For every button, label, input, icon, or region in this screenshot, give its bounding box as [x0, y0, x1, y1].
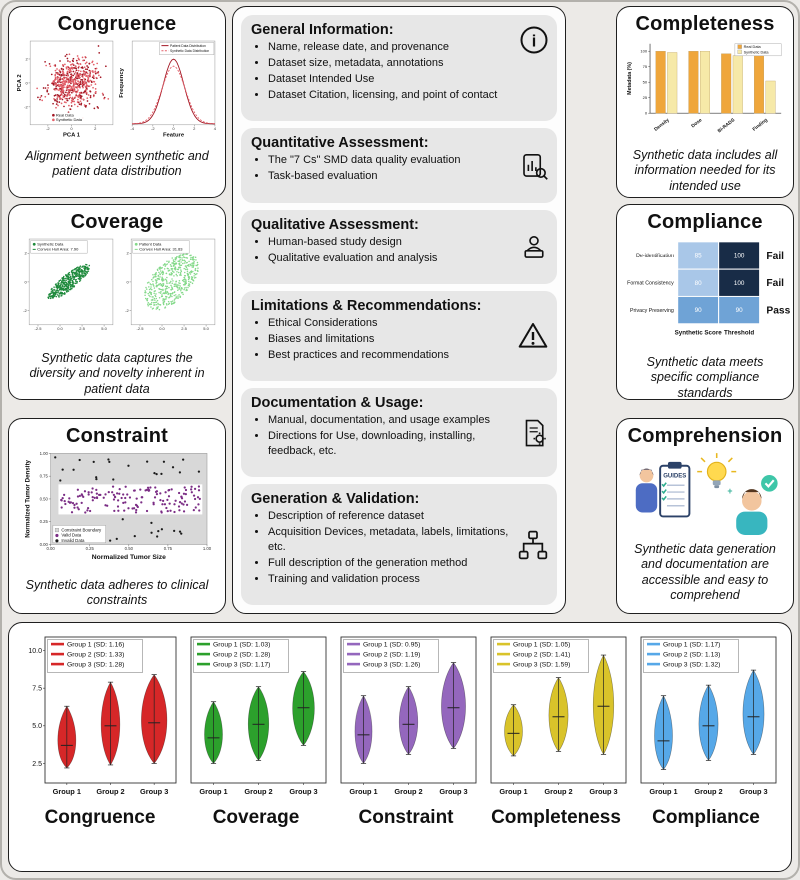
y-axis-label: Normalized Tumor Density	[24, 460, 32, 538]
category-label: Finding	[752, 118, 769, 133]
category-label: Dose	[690, 118, 704, 130]
bullet-item: • Task-based evaluation	[268, 169, 515, 184]
x-tick-label: Group 3	[139, 787, 169, 796]
chart-label: 0.0	[56, 326, 63, 332]
y-tick-label: 7.5	[32, 685, 42, 693]
chart-label: 0	[126, 279, 129, 285]
y-axis-label: Metadata (%)	[626, 62, 633, 95]
guides-label: GUIDES	[663, 473, 687, 480]
legend-label: Group 1 (SD: 1.05)	[513, 641, 571, 649]
congruence-charts	[9, 38, 225, 147]
metrics-icon	[519, 151, 549, 181]
legend-label: Group 3 (SD: 1.17)	[213, 661, 271, 669]
panel-caption-completeness: Synthetic data includes all information needed for its intended use	[632, 148, 778, 193]
legend-label: Synthetic Data Distribution	[169, 48, 209, 53]
chart-label: 0.00	[39, 541, 48, 547]
workflow-icon	[517, 529, 549, 561]
bullet-item: • Dataset Citation, licensing, and point of contact	[268, 88, 515, 103]
x-tick-label: Group 1	[499, 787, 528, 796]
checklist-sections	[241, 15, 557, 605]
section-limitations-recommendations	[241, 291, 557, 381]
person-with-clipboard-icon	[636, 462, 690, 517]
cell-value: 85	[694, 252, 702, 260]
chart-label: 2	[25, 56, 28, 62]
person-with-check-icon	[736, 475, 777, 535]
chart-label: 2	[192, 126, 195, 132]
panel-checklist	[232, 6, 566, 614]
y-tick-label: 2.5	[32, 760, 42, 768]
bullet-item: • Name, release date, and provenance	[268, 40, 515, 55]
chart-label: 50	[642, 79, 648, 85]
chart-label: 2.5	[78, 326, 85, 332]
row-label: Format Consistency	[627, 280, 674, 287]
chart-label: 0.00	[46, 546, 55, 552]
legend-label: Patient Data	[138, 241, 161, 247]
section-items	[268, 316, 515, 363]
legend-label: Group 1 (SD: 1.03)	[213, 641, 271, 649]
x-tick-label: Group 1	[52, 787, 82, 796]
section-qualitative-assessment	[241, 210, 557, 284]
legend-label: Group 2 (SD: 1.33)	[67, 651, 125, 659]
legend-label: Real Data	[55, 112, 74, 118]
panel-title-congruence: Congruence	[57, 13, 177, 35]
x-tick-label: Group 2	[544, 787, 573, 796]
bullet-item: • Qualitative evaluation and analysis	[268, 251, 515, 266]
legend-label: Group 2 (SD: 1.41)	[513, 651, 571, 659]
panel-caption-constraint: Synthetic data adheres to clinical constraints	[25, 578, 209, 608]
legend-label: Group 3 (SD: 1.32)	[663, 661, 721, 669]
violin-row	[19, 635, 781, 829]
warning-icon	[517, 320, 549, 352]
info-icon	[519, 25, 549, 55]
violin-chart-coverage	[183, 635, 329, 805]
bullet-item: • Dataset Intended Use	[268, 72, 515, 87]
hull-area-label: Convex Hull Area: 31.83	[138, 246, 183, 252]
chart-label: 5.0	[202, 326, 209, 332]
constraint-scatter-chart	[21, 450, 213, 576]
violin-panel-label: Constraint	[358, 807, 454, 828]
category-label: Bi-RADS	[717, 118, 737, 135]
violin-chart-completeness	[483, 635, 629, 805]
row-label: Privacy Preserving	[630, 307, 674, 314]
y-axis-label: Frequency	[118, 68, 125, 98]
chart-label: -2	[150, 126, 155, 132]
y-tick-label: 10.0	[28, 647, 42, 655]
col-label: Threshold	[724, 329, 755, 337]
section-generation-validation	[241, 484, 557, 605]
panel-constraint	[8, 418, 226, 614]
legend-label: Patient Data Distribution	[169, 43, 206, 48]
cell-value: 100	[733, 279, 745, 287]
cell-value: 100	[733, 252, 745, 260]
cell-value: 80	[694, 279, 702, 287]
x-tick-label: Group 2	[694, 787, 723, 796]
chart-label: 2	[93, 126, 96, 132]
chart-label: 4	[213, 126, 216, 132]
result-label: Fail	[766, 250, 785, 262]
sparkle-plus: +	[727, 486, 733, 497]
valid-region	[58, 484, 202, 514]
bar	[721, 54, 731, 114]
panel-caption-compliance: Synthetic data meets specific compliance standards	[646, 355, 764, 400]
chart-label: 0	[25, 80, 28, 86]
legend-label: Real Data	[743, 45, 761, 50]
coverage-charts	[9, 236, 225, 349]
legend-label: Group 2 (SD: 1.19)	[363, 651, 421, 659]
x-tick-label: Group 2	[96, 787, 125, 796]
bar	[733, 56, 743, 114]
chart-label: 0	[644, 110, 648, 116]
x-tick-label: Group 3	[589, 787, 618, 796]
violin-panel-label: Coverage	[212, 807, 300, 828]
panel-title-coverage: Coverage	[70, 211, 164, 233]
coverage-synthetic-hull-chart	[16, 236, 117, 349]
chart-label: 0	[24, 279, 27, 285]
chart-label: -2	[22, 307, 27, 313]
chart-label: -2.5	[136, 326, 143, 332]
violin-panel-label: Compliance	[652, 807, 760, 828]
panel-congruence	[8, 6, 226, 198]
legend-label: Group 1 (SD: 0.95)	[363, 641, 421, 649]
chart-label: 100	[640, 48, 648, 54]
legend-label: Valid Data	[61, 532, 82, 538]
y-tick-label: 5.0	[32, 723, 42, 731]
section-items	[268, 235, 515, 266]
chart-label: 5.0	[100, 326, 107, 332]
panel-completeness	[616, 6, 794, 198]
x-tick-label: Group 1	[349, 787, 378, 796]
chart-label: 2	[126, 250, 129, 256]
legend-label: Group 3 (SD: 1.59)	[513, 661, 571, 669]
violin-chart-constraint	[333, 635, 479, 805]
category-label: Density	[653, 118, 671, 133]
coverage-patient-hull-chart	[118, 236, 219, 349]
chart-label: -2	[124, 307, 129, 313]
legend-label: Group 2 (SD: 1.28)	[213, 651, 271, 659]
legend-label: Synthetic Data	[36, 241, 63, 247]
result-label: Fail	[766, 278, 785, 290]
section-title: Documentation & Usage:	[251, 395, 424, 412]
chart-label: 2	[24, 250, 27, 256]
bullet-item: • Training and validation process	[268, 572, 515, 587]
y-axis-label: PCA 2	[16, 74, 23, 92]
section-title: Quantitative Assessment:	[251, 135, 429, 152]
x-axis-label: Feature	[162, 132, 184, 139]
bullet-item: • Manual, documentation, and usage examples	[268, 413, 515, 428]
legend-label: Group 1 (SD: 1.16)	[67, 641, 125, 649]
section-items	[268, 40, 515, 103]
bar	[700, 51, 710, 113]
chart-label: -4	[129, 126, 134, 132]
chart-label: -2	[45, 126, 50, 132]
compliance-heatmap-chart	[619, 236, 791, 353]
section-quantitative-assessment	[241, 128, 557, 202]
panel-caption-comprehension: Synthetic data generation and documentation are accessible and easy to comprehend	[634, 542, 776, 602]
chart-label: 0.25	[39, 519, 48, 525]
chart-label: 0.0	[158, 326, 165, 332]
violin-subplot-completeness	[483, 635, 629, 829]
chart-label: 75	[642, 64, 648, 70]
chart-label: 0.50	[39, 496, 48, 502]
bullet-item: • Full description of the generation method	[268, 556, 515, 571]
lightbulb-icon	[697, 453, 736, 496]
violin-panel-label: Congruence	[44, 807, 156, 828]
svg-text:i: i	[531, 32, 537, 51]
panel-title-completeness: Completeness	[635, 13, 775, 35]
result-label: Pass	[766, 305, 791, 317]
document-gear-icon	[519, 418, 549, 448]
chart-label: -2.5	[34, 326, 41, 332]
legend-label: Constraint Boundary	[61, 527, 102, 533]
legend-label: Group 1 (SD: 1.17)	[663, 641, 721, 649]
panel-coverage	[8, 204, 226, 400]
chart-label: 0.25	[85, 546, 94, 552]
bar	[656, 51, 666, 113]
x-tick-label: Group 3	[289, 787, 318, 796]
panel-title-constraint: Constraint	[66, 425, 168, 447]
section-items	[268, 153, 515, 184]
cell-value: 90	[694, 307, 702, 315]
bullet-item: • Best practices and recommendations	[268, 348, 515, 363]
section-items	[268, 413, 515, 458]
legend-label: Synthetic Data	[743, 50, 769, 55]
panel-caption-coverage: Synthetic data captures the diversity and novelty inherent in patient data	[29, 351, 205, 396]
chart-label: 0.75	[163, 546, 173, 552]
completeness-bar-chart	[623, 38, 787, 146]
congruence-distribution-chart	[118, 38, 219, 147]
panel-title-comprehension: Comprehension	[627, 425, 783, 447]
bullet-item: • Directions for Use, downloading, installing, feedback, etc.	[268, 429, 515, 458]
x-tick-label: Group 1	[199, 787, 228, 796]
violin-chart-compliance	[633, 635, 779, 805]
bullet-item: • Dataset size, metadata, annotations	[268, 56, 515, 71]
violin-subplot-constraint	[333, 635, 479, 829]
panel-compliance	[616, 204, 794, 400]
section-title: General Information:	[251, 22, 394, 38]
cell-value: 90	[735, 307, 743, 315]
chart-label: 0	[69, 126, 73, 132]
section-documentation-usage	[241, 388, 557, 477]
legend-label: Group 2 (SD: 1.13)	[663, 651, 721, 659]
panel-title-compliance: Compliance	[647, 211, 763, 233]
violin-chart-congruence	[21, 635, 179, 805]
chart-label: 0.75	[39, 473, 48, 479]
bar	[754, 51, 764, 113]
x-axis-label: Normalized Tumor Size	[91, 554, 166, 562]
section-title: Generation & Validation:	[251, 491, 420, 508]
bullet-item: • Description of reference dataset	[268, 509, 515, 524]
bullet-item: • Human-based study design	[268, 235, 515, 250]
bullet-item: • Ethical Considerations	[268, 316, 515, 331]
violin-subplot-coverage	[183, 635, 329, 829]
x-axis-label: PCA 1	[62, 132, 80, 139]
human-study-icon	[519, 232, 549, 262]
legend-label: Group 3 (SD: 1.28)	[67, 661, 125, 669]
x-tick-label: Group 3	[739, 787, 768, 796]
panel-caption-congruence: Alignment between synthetic and patient data distribution	[25, 149, 209, 179]
violin-panel-label: Completeness	[491, 807, 621, 828]
col-label: Synthetic Score	[674, 329, 722, 337]
section-general-information	[241, 15, 557, 121]
violin-subplot-compliance	[633, 635, 779, 829]
section-title: Qualitative Assessment:	[251, 216, 419, 233]
bullet-item: • The "7 Cs" SMD data quality evaluation	[268, 153, 515, 168]
chart-label: -2	[23, 104, 28, 110]
row-label: De-identification	[636, 253, 674, 260]
comprehension-illustration	[627, 450, 783, 540]
chart-label: 2.5	[180, 326, 187, 332]
chart-label: 0.50	[124, 546, 133, 552]
legend-label: Synthetic Data	[55, 117, 82, 123]
chart-label: 1.00	[39, 450, 48, 456]
legend-label: Invalid Data	[61, 538, 85, 544]
bar	[667, 52, 677, 113]
x-tick-label: Group 1	[649, 787, 678, 796]
panel-comprehension	[616, 418, 794, 614]
bar	[766, 81, 776, 113]
bullet-item: • Biases and limitations	[268, 332, 515, 347]
x-tick-label: Group 2	[244, 787, 273, 796]
section-items	[268, 509, 515, 586]
legend-label: Group 3 (SD: 1.26)	[363, 661, 421, 669]
chart-label: 1.00	[202, 546, 212, 552]
violin-subplot-congruence	[21, 635, 179, 829]
bar	[689, 51, 699, 113]
hull-area-label: Convex Hull Area: 7.90	[36, 246, 78, 252]
panel-violin-summary	[8, 622, 792, 872]
x-tick-label: Group 3	[439, 787, 468, 796]
x-tick-label: Group 2	[394, 787, 423, 796]
chart-label: 0	[171, 126, 175, 132]
congruence-pca-scatter-chart	[16, 38, 117, 147]
bullet-item: • Acquisition Devices, metadata, labels, limitations, etc.	[268, 525, 515, 554]
section-title: Limitations & Recommendations:	[251, 297, 482, 314]
chart-label: 25	[642, 95, 648, 101]
